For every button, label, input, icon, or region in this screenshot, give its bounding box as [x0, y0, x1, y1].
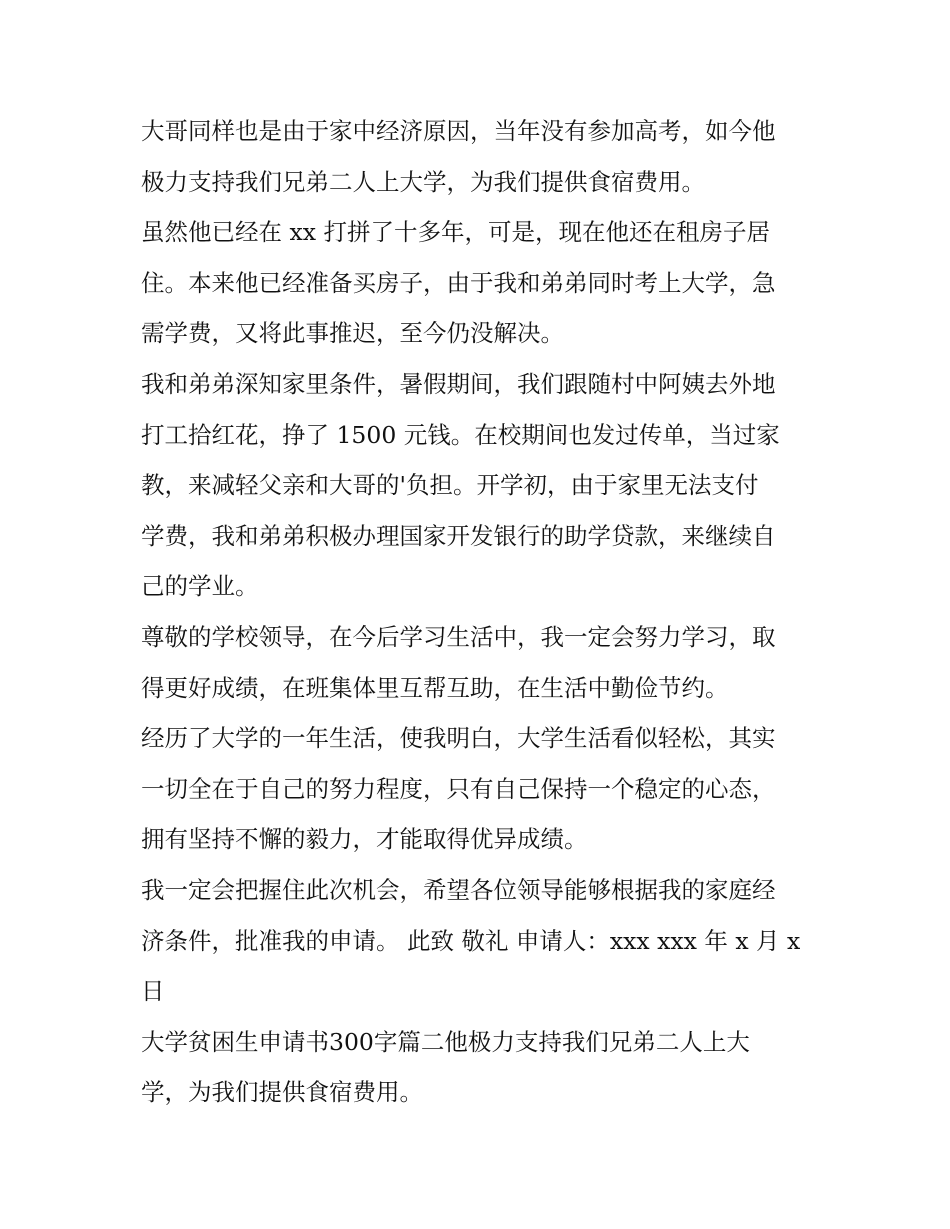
text-line: 教，来减轻父亲和大哥的'负担。开学初，由于家里无法支付: [141, 471, 759, 500]
text-line: 尊敬的学校领导，在今后学习生活中，我一定会努力学习，取: [141, 622, 776, 651]
text-line: 学费，我和弟弟积极办理国家开发银行的助学贷款，来继续自: [141, 521, 776, 550]
text-line: 我一定会把握住此次机会，希望各位领导能够根据我的家庭经: [141, 875, 776, 904]
text-line: 大学贫困生申请书300字篇二他极力支持我们兄弟二人上大: [141, 1027, 750, 1056]
text-line: 日: [141, 977, 165, 1006]
text-line: 大哥同样也是由于家中经济原因，当年没有参加高考，如今他: [141, 117, 776, 145]
text-line: 虽然他已经在 xx 打拼了十多年，可是，现在他还在租房子居: [141, 218, 770, 247]
text-line: 拥有坚持不懈的毅力，才能取得优异成绩。: [141, 825, 588, 854]
text-line: 己的学业。: [141, 572, 259, 601]
text-line: 得更好成绩，在班集体里互帮互助，在生活中勤俭节约。: [141, 673, 729, 702]
text-line: 济条件，批准我的申请。 此致 敬礼 申请人：xxx xxx 年 x 月 x: [141, 926, 801, 955]
text-line: 我和弟弟深知家里条件，暑假期间，我们跟随村中阿姨去外地: [141, 369, 776, 398]
document-body: [141, 106, 821, 1118]
text-line: 打工拾红花，挣了 1500 元钱。在校期间也发过传单，当过家: [141, 420, 780, 449]
text-line: 学，为我们提供食宿费用。: [141, 1078, 423, 1107]
text-line: 需学费，又将此事推迟，至今仍没解决。: [141, 319, 564, 348]
text-line: 极力支持我们兄弟二人上大学，为我们提供食宿费用。: [141, 167, 705, 196]
text-line: 经历了大学的一年生活，使我明白，大学生活看似轻松，其实: [141, 724, 776, 753]
text-line: 住。本来他已经准备买房子，由于我和弟弟同时考上大学，急: [141, 268, 776, 297]
text-line: 一切全在于自己的努力程度，只有自己保持一个稳定的心态，: [141, 774, 776, 803]
